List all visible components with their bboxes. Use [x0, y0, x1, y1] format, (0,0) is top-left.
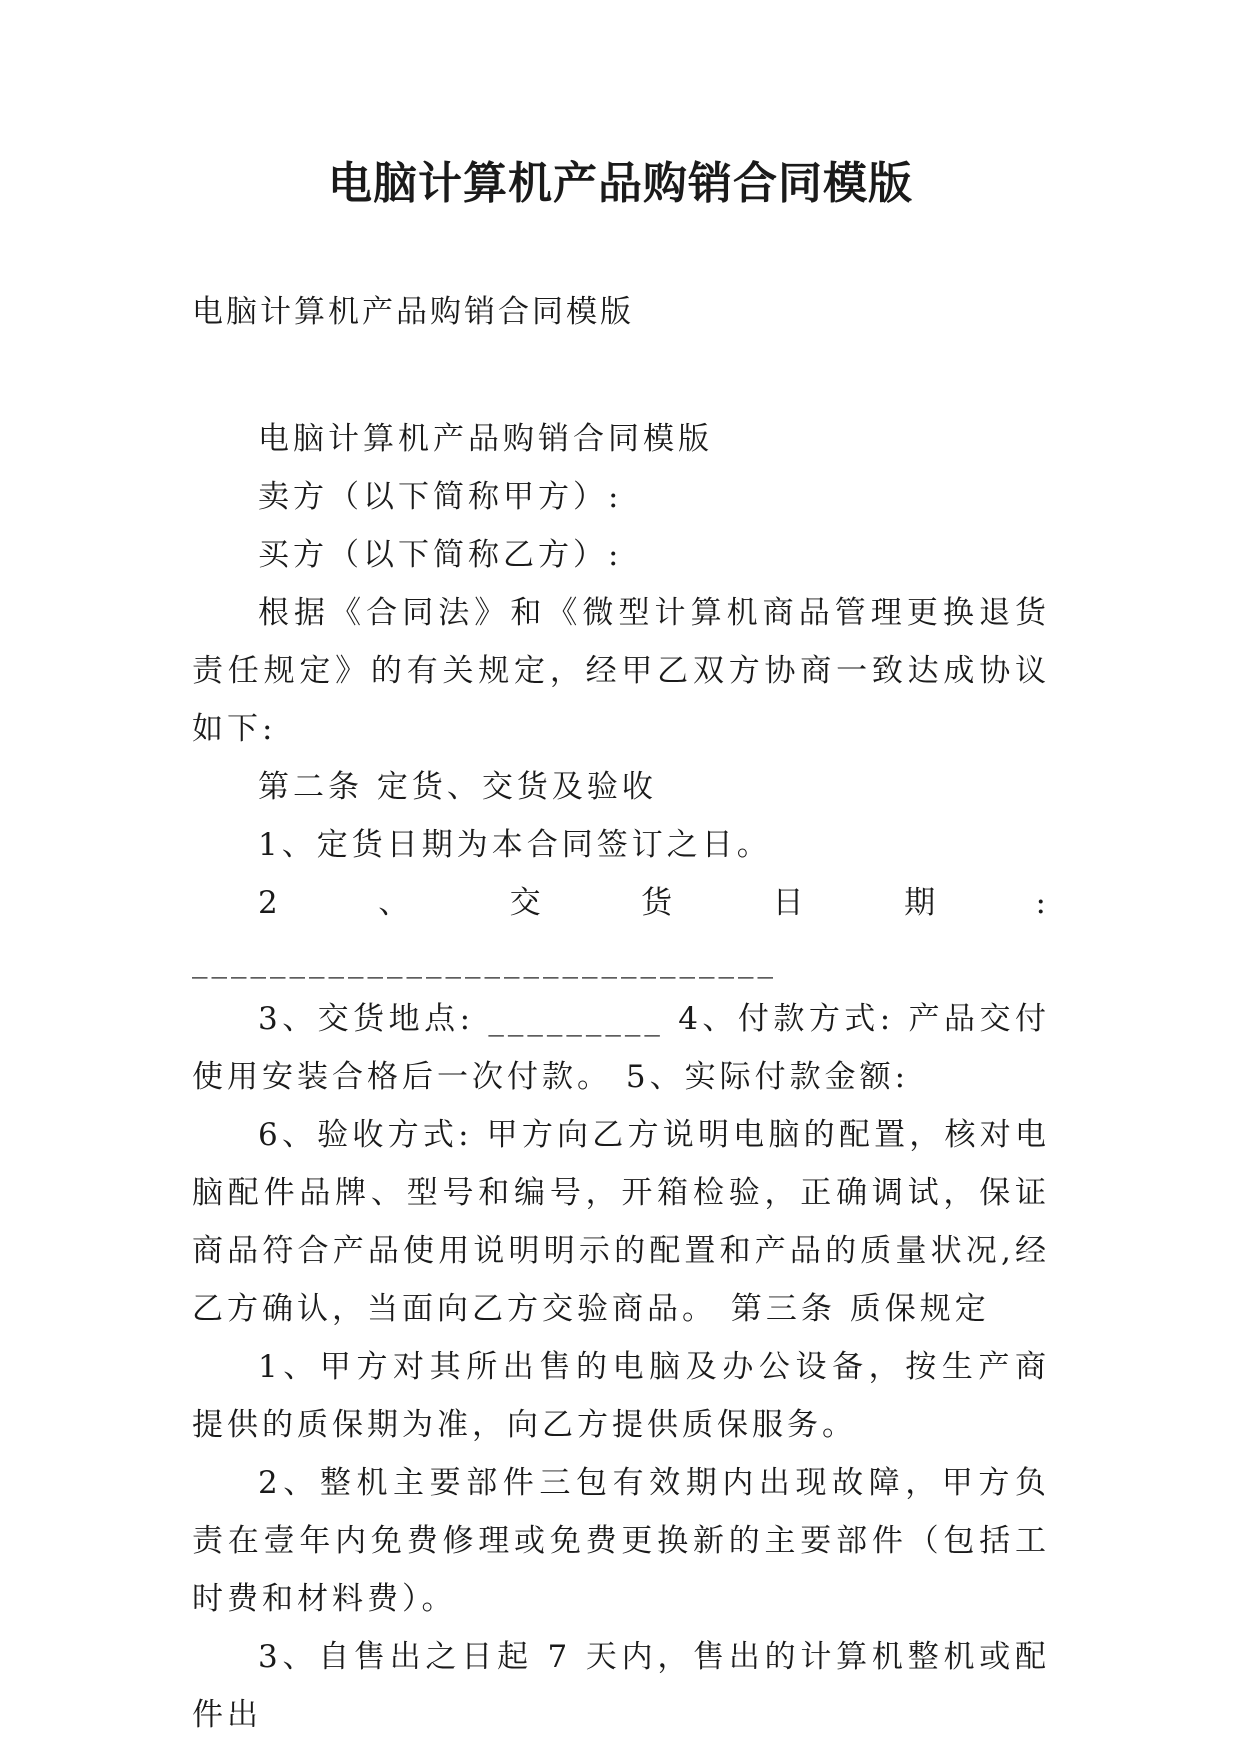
paragraph: 1、定货日期为本合同签订之日。 [258, 827, 772, 863]
paragraph: 3、交货地点: _________ 4、付款方式: 产品交付使用安装合格后一次付款。 5、实际付款金额: [192, 1001, 1050, 1095]
paragraph: 2、整机主要部件三包有效期内出现故障，甲方负责在壹年内免费修理或免费更换新的主要部件（包括工时费和材料费）。 [192, 1465, 1050, 1617]
paragraph: 买方（以下简称乙方）: [258, 537, 623, 573]
document-title: 电脑计算机产品购销合同模版 [328, 158, 913, 209]
paragraph: 6、验收方式: 甲方向乙方说明电脑的配置，核对电脑配件品牌、型号和编号，开箱检验，正确调试，保证商品符合产品使用说明明示的配置和产品的质量状况,经乙方确认，当面向乙方交验商品。 第三条 质保规定 [192, 1117, 1050, 1327]
paragraph: 卖方（以下简称甲方）: [258, 479, 623, 515]
paragraph: 第二条 定货、交货及验收 [258, 769, 657, 805]
paragraph: 1、甲方对其所出售的电脑及办公设备，按生产商提供的质保期为准，向乙方提供质保服务。 [192, 1349, 1050, 1443]
paragraph: 电脑计算机产品购销合同模版 [258, 421, 713, 457]
document-subtitle: 电脑计算机产品购销合同模版 [192, 294, 634, 330]
paragraph: 3、自售出之日起 7 天内，售出的计算机整机或配件出 [192, 1639, 1050, 1733]
document-body [192, 410, 1050, 1744]
paragraph: 2、交货日期: ______________________________ [192, 885, 1050, 979]
paragraph: 根据《合同法》和《微型计算机商品管理更换退货责任规定》的有关规定，经甲乙双方协商一致达成协议如下: [192, 595, 1050, 747]
